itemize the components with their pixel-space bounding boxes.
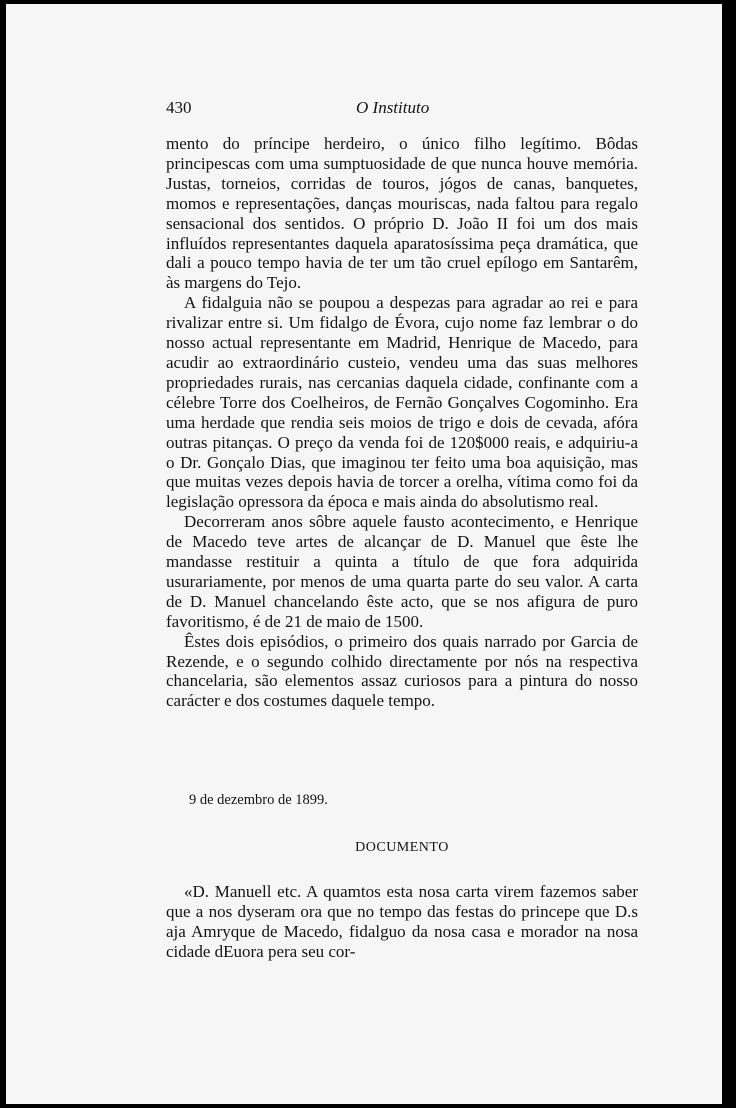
page-header: [166, 98, 636, 122]
book-page: [6, 4, 722, 1104]
paragraph: Decorreram anos sôbre aquele fausto acontecimento, e Henrique de Macedo teve artes de alcançar de D. Manuel que êste lhe mandasse restituir a quinta a título de que fora adquirida usurariamente, por menos de uma quarta parte do seu valor. A carta de D. Manuel chancelando êste acto, que se nos afigura de puro favoritismo, é de 21 de maio de 1500.: [166, 512, 638, 631]
page-number: 430: [166, 98, 192, 117]
date-line: 9 de dezembro de 1899.: [189, 792, 328, 808]
scan-border: [722, 0, 736, 1108]
paragraph: Êstes dois episódios, o primeiro dos quais narrado por Garcia de Rezende, e o segundo colhido directamente por nós na respectiva chancelaria, são elementos assaz curiosos para a pintura do nosso carácter e dos costumes daquele tempo.: [166, 631, 638, 711]
document-heading: DOCUMENTO: [355, 840, 449, 855]
running-title: O Instituto: [356, 98, 430, 117]
document-text: [166, 882, 638, 962]
paragraph: A fidalguia não se poupou a despezas para agradar ao rei e para rivalizar entre si. Um fidalgo de Évora, cujo nome faz lembrar o do nosso actual representante em Madrid, Henrique de Macedo, para acudir ao extraordinário custeio, vendeu uma das suas melhores propriedades rurais, nas cercanias daquela cidade, confinante com a célebre Torre dos Coelheiros, de Fernão Gonçalves Cogominho. Era uma herdade que rendia seis moios de trigo e dois de cevada, afóra outras pitanças. O preço da venda foi de 120$000 reais, e adquiriu-a o Dr. Gonçalo Dias, que imaginou ter feito uma boa aquisição, mas que muitas vezes depois havia de torcer a orelha, vítima como foi da legislação opressora da época e mais ainda do absolutismo real.: [166, 293, 638, 512]
paragraph: mento do príncipe herdeiro, o único filho legítimo. Bôdas principescas com uma sumptuosidade de que nunca houve memória. Justas, torneios, corridas de touros, jógos de canas, banquetes, momos e representações, danças mouriscas, nada faltou para regalo sensacional dos sentidos. O próprio D. João II foi um dos mais influídos representantes daquela aparatosíssima peça dramática, que dali a pouco tempo havia de ter um tão cruel epílogo em Santarêm, às margens do Tejo.: [166, 134, 638, 293]
body-text: [166, 134, 638, 711]
document-paragraph: «D. Manuell etc. A quamtos esta nosa carta virem fazemos saber que a nos dyseram ora que no tempo das festas do princepe que D.s aja Amryque de Macedo, fidalguo da nosa casa e morador na nosa cidade dEuora pera seu cor-: [166, 882, 638, 961]
